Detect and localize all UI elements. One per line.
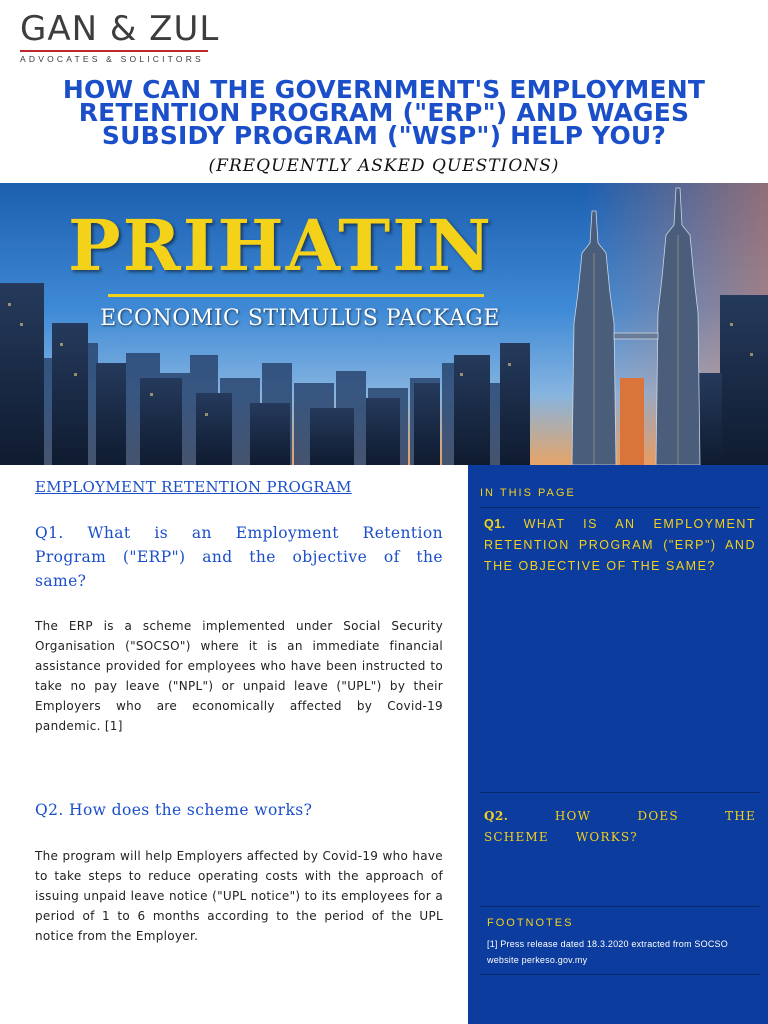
toc-item-q2[interactable] xyxy=(484,806,756,848)
sidebar-divider xyxy=(480,792,760,793)
page-title: HOW CAN THE GOVERNMENT'S EMPLOYMENT RETENTION PROGRAM ("ERP") AND WAGES SUBSIDY PROGRAM ("WSP") HELP YOU? xyxy=(62,75,706,150)
toc-item-q1-text: WHAT IS AN EMPLOYMENT RETENTION PROGRAM ("ERP") AND THE OBJECTIVE OF THE SAME? xyxy=(484,517,757,573)
question-2-heading: Q2. How does the scheme works? xyxy=(35,801,313,819)
page-subtitle: (FREQUENTLY ASKED QUESTIONS) xyxy=(208,156,560,176)
in-this-page-label: IN THIS PAGE xyxy=(480,487,576,499)
footnote-1: [1] Press release dated 18.3.2020 extracted from SOCSO website perkeso.gov.my xyxy=(487,939,728,965)
sidebar-divider xyxy=(480,507,760,508)
toc-item-q2-number: Q2. xyxy=(484,809,509,823)
company-logo xyxy=(20,9,220,64)
banner-divider xyxy=(108,294,484,297)
question-1-heading: Q1. What is an Employment Retention Program ("ERP") and the objective of the same? xyxy=(35,524,443,590)
logo-tagline: ADVOCATES & SOLICITORS xyxy=(20,54,204,64)
question-2-answer: The program will help Employers affected by Covid-19 who have to take steps to reduce operating costs with the approach of issuing unpaid leave notice ("UPL notice") to its employees for a period of 1 to 6 months according to the period of the UPL notice from the Employer. xyxy=(35,849,443,943)
sidebar-panel xyxy=(468,465,768,1024)
logo-divider xyxy=(20,50,208,52)
sidebar-divider xyxy=(480,974,760,975)
section-heading: EMPLOYMENT RETENTION PROGRAM xyxy=(35,478,352,496)
footnotes-label: FOOTNOTES xyxy=(487,917,574,929)
question-1-answer: The ERP is a scheme implemented under Social Security Organisation ("SOCSO") where it is an immediate financial assistance provided for employees who have been instructed to take no pay leave ("NPL") or unpaid leave ("UPL") by their Employers who are economically affected by Covid-19 pandemic. [1] xyxy=(35,619,443,733)
logo-wordmark: GAN & ZUL xyxy=(20,9,220,49)
toc-item-q2-text: HOW DOES THE SCHEME WORKS? xyxy=(484,809,756,844)
toc-item-q1[interactable] xyxy=(484,514,756,577)
banner-subtitle: ECONOMIC STIMULUS PACKAGE xyxy=(100,306,500,331)
toc-item-q1-number: Q1. xyxy=(484,517,506,531)
sidebar-divider xyxy=(480,906,760,907)
banner-title: PRIHATIN xyxy=(68,204,493,287)
